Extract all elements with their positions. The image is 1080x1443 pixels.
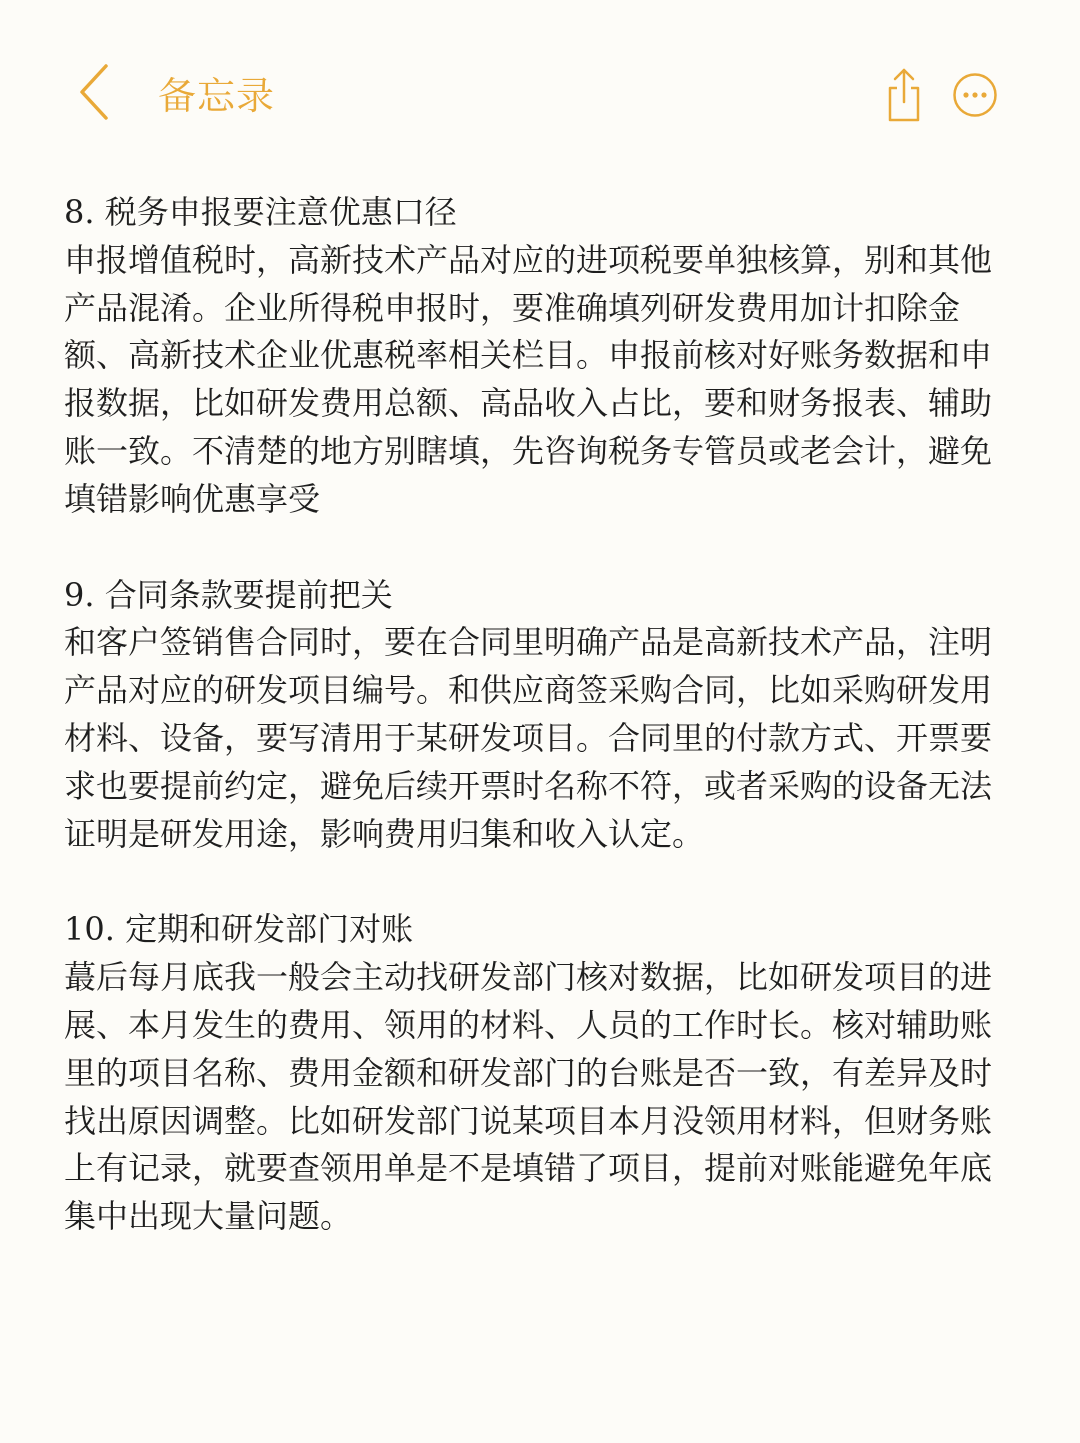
navigation-bar xyxy=(0,0,1080,190)
section-heading: 9. 合同条款要提前把关 xyxy=(64,575,393,614)
note-section xyxy=(64,189,1014,524)
note-body[interactable] xyxy=(64,189,1014,1289)
ellipsis-circle-icon xyxy=(952,103,998,122)
section-paragraph: 申报增值税时，高新技术产品对应的进项税要单独核算，别和其他产品混淆。企业所得税申报时，要准确填列研发费用加计扣除金额、高新技术企业优惠税率相关栏目。申报前核对好账务数据和申报数据，比如研发费用总额、高品收入占比，要和财务报表、辅助账一致。不清楚的地方别瞎填，先咨询税务专管员或老会计，避免填错影响优惠享受 xyxy=(64,240,993,518)
note-section xyxy=(64,906,1014,1241)
share-icon xyxy=(884,109,924,128)
note-section xyxy=(64,572,1014,859)
section-heading: 10. 定期和研发部门对账 xyxy=(64,910,414,949)
back-button[interactable] xyxy=(72,60,275,124)
section-paragraph: 蕞后每月底我一般会主动找研发部门核对数据，比如研发项目的进展、本月发生的费用、领用的材料、人员的工作时长。核对辅助账里的项目名称、费用金额和研发部门的台账是否一致，有差异及时找出原因调整。比如研发部门说某项目本月没领用材料，但财务账上有记录，就要查领用单是不是填错了项目，提前对账能避免年底集中出现大量问题。 xyxy=(64,958,993,1236)
share-button[interactable] xyxy=(884,66,924,128)
more-button[interactable] xyxy=(952,72,998,122)
section-heading: 8. 税务申报要注意优惠口径 xyxy=(64,193,457,231)
chevron-left-icon xyxy=(72,60,112,124)
nav-title: 备忘录 xyxy=(158,73,276,118)
section-paragraph: 和客户签销售合同时，要在合同里明确产品是高新技术产品，注明产品对应的研发项目编号。和供应商签采购合同，比如采购研发用材料、设备，要写清用于某研发项目。合同里的付款方式、开票要求也要提前约定，避免后续开票时名称不符，或者采购的设备无法证明是研发用途，影响费用归集和收入认定。 xyxy=(64,623,993,853)
